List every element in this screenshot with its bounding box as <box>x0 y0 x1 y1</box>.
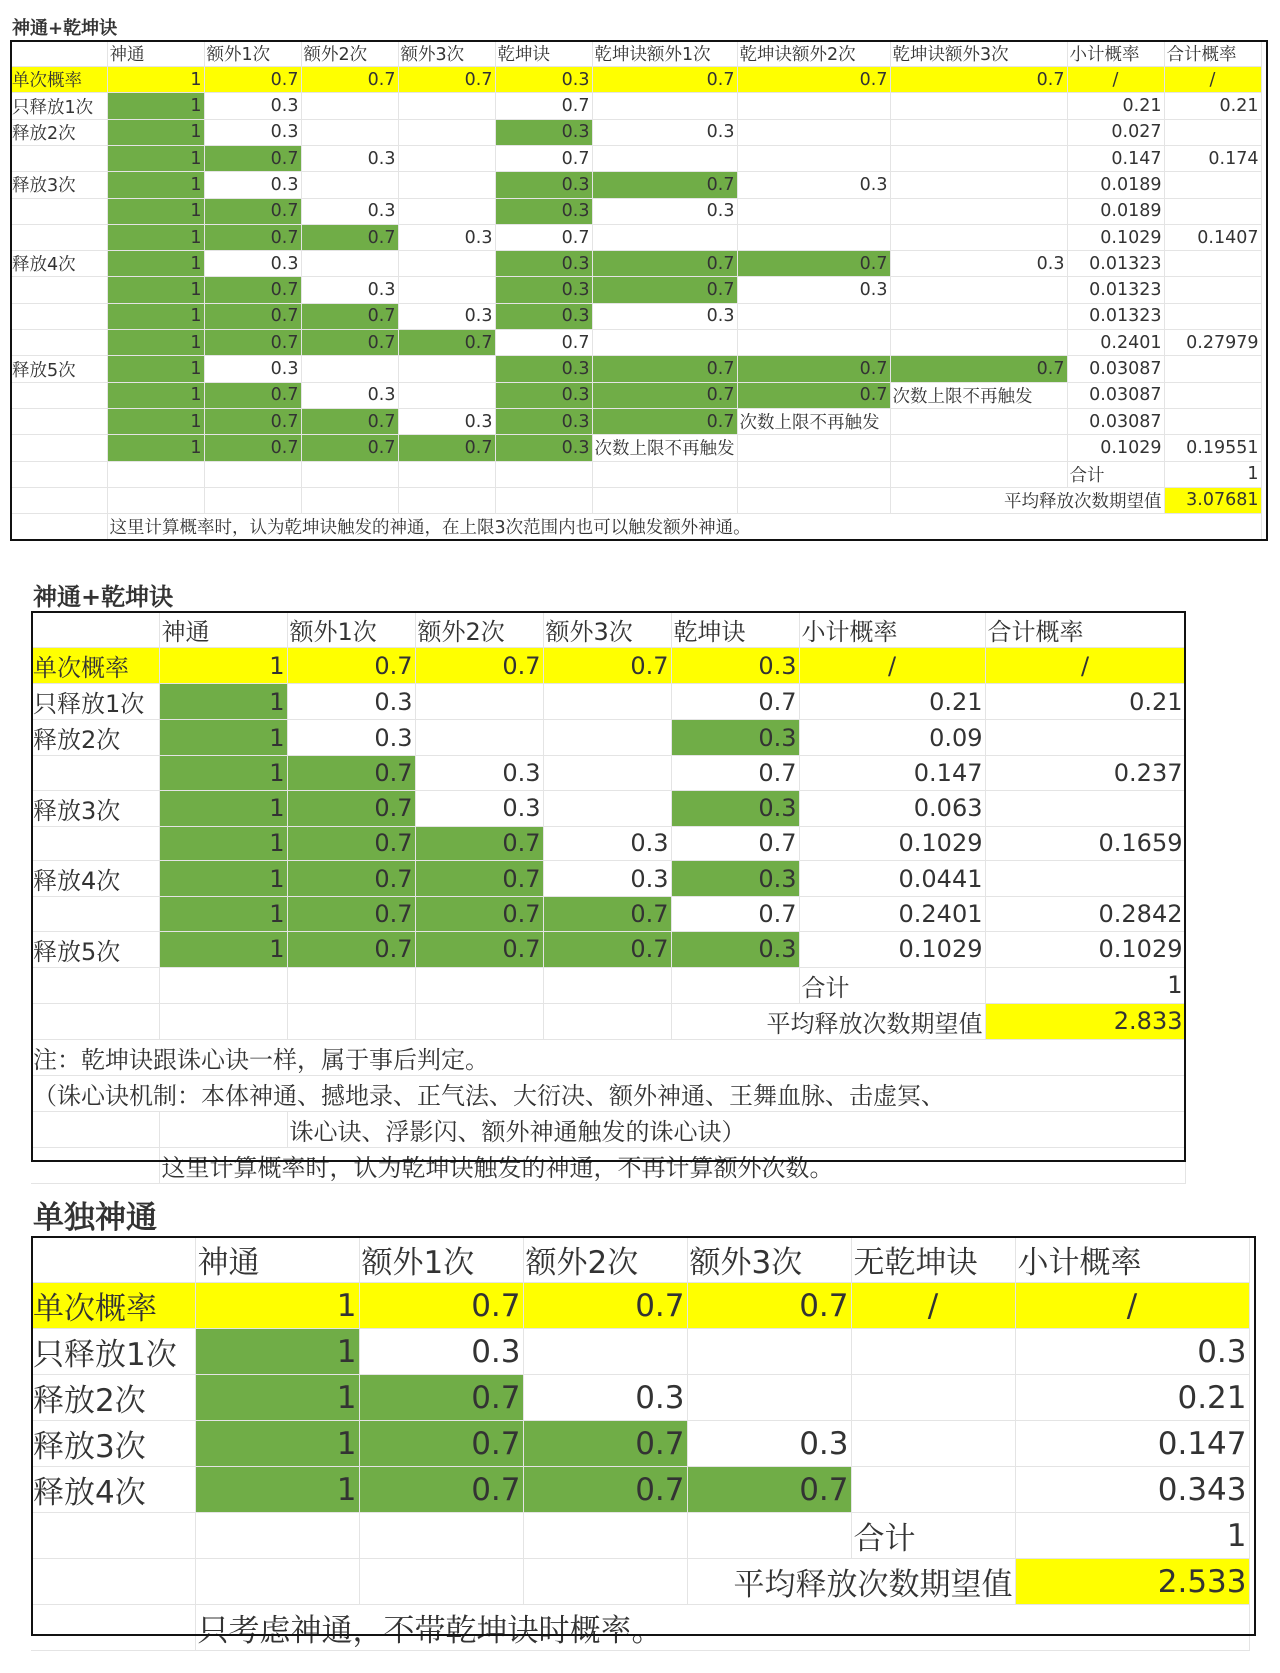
row-label: 只释放1次 <box>10 93 107 119</box>
footnote-row <box>10 514 1261 540</box>
expect-value: 3.07681 <box>1164 487 1261 513</box>
note-row <box>31 1147 1185 1183</box>
note-row <box>31 1111 1185 1147</box>
table-row: 1 0.7 0.7 0.7 0.7 0.2401 0.2842 <box>31 897 1185 932</box>
note: 这里计算概率时，认为乾坤诀触发的神通，不再计算额外次数。 <box>159 1147 1185 1183</box>
sum-label: 合计 <box>1067 461 1164 487</box>
row-label: 释放2次 <box>10 119 107 145</box>
single-prob-row: 单次概率 1 0.7 0.7 0.7 0.3 0.7 0.7 0.7 / / <box>10 67 1261 93</box>
limit-note: 次数上限不再触发 <box>592 435 737 461</box>
table-row: 释放5次 1 0.7 0.7 0.7 0.3 0.1029 0.1029 <box>31 931 1185 967</box>
header-cell: 乾坤诀 <box>671 612 799 648</box>
table-row: 1 0.7 0.3 0.3 0.7 0.3 0.01323 <box>10 277 1261 303</box>
table-row: 释放4次 1 0.3 0.3 0.7 0.7 0.3 0.01323 <box>10 251 1261 277</box>
row-label: 释放4次 <box>10 251 107 277</box>
row-label: 只释放1次 <box>31 1329 195 1375</box>
row-label: 释放3次 <box>10 172 107 198</box>
table-row: 1 0.7 0.7 0.3 0.7 0.1029 0.1407 <box>10 224 1261 250</box>
header-cell: 合计概率 <box>1164 40 1261 66</box>
note: （诛心诀机制：本体神通、撼地录、正气法、大衍决、额外神通、王舞血脉、击虚冥、 <box>31 1075 1185 1111</box>
row-label: 只释放1次 <box>31 684 159 720</box>
header-row <box>31 1237 1249 1283</box>
header-cell: 额外2次 <box>415 612 543 648</box>
expect-label: 平均释放次数期望值 <box>890 487 1164 513</box>
header-cell: 乾坤诀额外1次 <box>592 40 737 66</box>
footnote: 这里计算概率时，认为乾坤诀触发的神通，在上限3次范围内也可以触发额外神通。 <box>107 514 1261 540</box>
expect-label: 平均释放次数期望值 <box>687 1559 1015 1605</box>
table-row: 释放3次 1 0.7 0.3 0.3 0.063 <box>31 790 1185 826</box>
header-cell: 额外1次 <box>204 40 301 66</box>
section-title: 神通+乾坤诀 <box>33 583 174 611</box>
table-row: 只释放1次 1 0.3 0.7 0.21 0.21 <box>10 93 1261 119</box>
header-row <box>31 612 1185 648</box>
expect-row <box>31 1559 1249 1605</box>
row-label: 单次概率 <box>31 648 159 684</box>
header-cell: 额外3次 <box>398 40 495 66</box>
row-label: 释放3次 <box>31 790 159 826</box>
expect-label: 平均释放次数期望值 <box>671 1003 985 1039</box>
header-cell: 神通 <box>107 40 204 66</box>
header-cell: 额外2次 <box>301 40 398 66</box>
table-row: 1 0.7 0.7 0.7 0.7 0.2401 0.27979 <box>10 330 1261 356</box>
table-row: 释放4次 1 0.7 0.7 0.3 0.3 0.0441 <box>31 861 1185 897</box>
header-cell: 小计概率 <box>799 612 985 648</box>
note-row <box>31 1075 1185 1111</box>
row-label: 释放5次 <box>31 931 159 967</box>
header-cell: 合计概率 <box>985 612 1185 648</box>
row-label: 释放4次 <box>31 1467 195 1513</box>
section-title: 神通+乾坤诀 <box>12 18 118 40</box>
header-cell: 乾坤诀额外3次 <box>890 40 1067 66</box>
row-label: 释放3次 <box>31 1421 195 1467</box>
expect-value: 2.533 <box>1015 1559 1249 1605</box>
table-row: 1 0.7 0.3 0.3 0.7 0.7 次数上限不再触发 0.03087 <box>10 382 1261 408</box>
header-cell: 额外2次 <box>523 1237 687 1283</box>
header-cell: 额外1次 <box>359 1237 523 1283</box>
note: 诛心诀、浮影闪、额外神通触发的诛心诀） <box>287 1111 1185 1147</box>
table-row: 释放5次 1 0.3 0.3 0.7 0.7 0.7 0.03087 <box>10 356 1261 382</box>
expect-value: 2.833 <box>985 1003 1185 1039</box>
table-row: 释放3次 1 0.3 0.3 0.7 0.3 0.0189 <box>10 172 1261 198</box>
header-cell: 神通 <box>195 1237 359 1283</box>
table-row: 释放3次 1 0.7 0.7 0.3 0.147 <box>31 1421 1249 1467</box>
expect-row <box>31 1003 1185 1039</box>
footnote: 只考虑神通，不带乾坤诀时概率。 <box>195 1605 1249 1651</box>
note-row <box>31 1039 1185 1075</box>
table-row: 1 0.7 0.7 0.3 0.3 0.3 0.01323 <box>10 303 1261 329</box>
table-row: 释放2次 1 0.3 0.3 0.3 0.027 <box>10 119 1261 145</box>
header-cell: 无乾坤诀 <box>851 1237 1015 1283</box>
table-row: 释放2次 1 0.7 0.3 0.21 <box>31 1375 1249 1421</box>
header-cell: 额外3次 <box>543 612 671 648</box>
sum-value: 1 <box>985 967 1185 1003</box>
header-cell: 乾坤诀额外2次 <box>737 40 890 66</box>
limit-note: 次数上限不再触发 <box>737 408 890 434</box>
table-row: 1 0.7 0.7 0.3 0.7 0.1029 0.1659 <box>31 826 1185 861</box>
single-prob-row: 单次概率 1 0.7 0.7 0.7 / / <box>31 1283 1249 1329</box>
footnote-row <box>31 1605 1249 1651</box>
table-standalone <box>31 1192 1250 1651</box>
sum-row <box>31 967 1185 1003</box>
limit-note: 次数上限不再触发 <box>890 382 1067 408</box>
sum-label: 合计 <box>799 967 985 1003</box>
section-title: 单独神通 <box>33 1200 157 1236</box>
header-cell: 额外1次 <box>287 612 415 648</box>
header-cell: 额外3次 <box>687 1237 851 1283</box>
row-label: 单次概率 <box>31 1283 195 1329</box>
expect-row <box>10 487 1261 513</box>
row-label: 释放2次 <box>31 720 159 756</box>
row-label: 释放2次 <box>31 1375 195 1421</box>
sum-row <box>31 1513 1249 1559</box>
header-cell: 神通 <box>159 612 287 648</box>
single-prob-row: 单次概率 1 0.7 0.7 0.7 0.3 / / <box>31 648 1185 684</box>
sum-value: 1 <box>1015 1513 1249 1559</box>
table-row: 1 0.7 0.7 0.7 0.3 次数上限不再触发 0.1029 0.19551 <box>10 435 1261 461</box>
table-row: 只释放1次 1 0.3 0.7 0.21 0.21 <box>31 684 1185 720</box>
sum-value: 1 <box>1164 461 1261 487</box>
sum-row <box>10 461 1261 487</box>
table-qiankun-extended <box>10 14 1262 540</box>
table-qiankun-simple <box>31 577 1186 1184</box>
table-row: 只释放1次 1 0.3 0.3 <box>31 1329 1249 1375</box>
table-row: 1 0.7 0.3 0.7 0.147 0.174 <box>10 145 1261 171</box>
row-label: 释放5次 <box>10 356 107 382</box>
table-row: 释放4次 1 0.7 0.7 0.7 0.343 <box>31 1467 1249 1513</box>
note: 注：乾坤诀跟诛心诀一样，属于事后判定。 <box>31 1039 1185 1075</box>
table-row: 1 0.7 0.7 0.3 0.3 0.7 次数上限不再触发 0.03087 <box>10 408 1261 434</box>
header-cell: 小计概率 <box>1067 40 1164 66</box>
header-row <box>10 40 1261 66</box>
table-row: 释放2次 1 0.3 0.3 0.09 <box>31 720 1185 756</box>
table-row: 1 0.7 0.3 0.7 0.147 0.237 <box>31 756 1185 791</box>
row-label: 释放4次 <box>31 861 159 897</box>
table-row: 1 0.7 0.3 0.3 0.3 0.0189 <box>10 198 1261 224</box>
header-cell: 乾坤诀 <box>495 40 592 66</box>
header-cell: 小计概率 <box>1015 1237 1249 1283</box>
sum-label: 合计 <box>851 1513 1015 1559</box>
row-label: 单次概率 <box>10 67 107 93</box>
